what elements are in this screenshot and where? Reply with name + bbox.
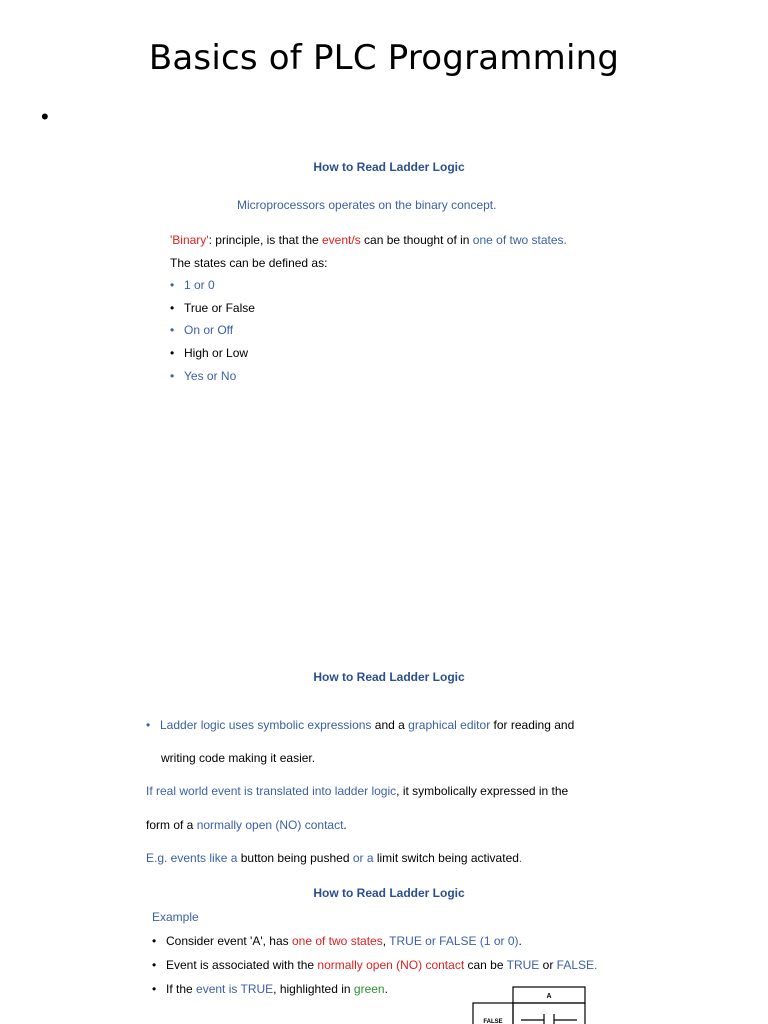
state-item xyxy=(170,346,248,360)
slide-2-para-4 xyxy=(146,851,522,865)
text-fragment: green xyxy=(353,982,385,996)
page-title: Basics of PLC Programming xyxy=(148,38,620,78)
text-fragment: TRUE or FALSE (1 or 0) xyxy=(389,934,519,948)
slide-2-para-3 xyxy=(146,818,347,832)
text-fragment: can be xyxy=(464,958,507,972)
binary-term: 'Binary' xyxy=(170,233,209,247)
states-intro: The states can be defined as: xyxy=(170,256,328,270)
state-item xyxy=(170,323,233,337)
slide-2-para-2 xyxy=(146,784,568,798)
ladder-contact-diagram xyxy=(472,986,592,1024)
text-fragment: or a xyxy=(352,851,374,865)
text-fragment: . xyxy=(384,982,388,996)
bullet-dot: • xyxy=(170,278,175,292)
state-label: Yes or No xyxy=(184,369,237,383)
state-label: True or False xyxy=(184,301,255,315)
binary-end: . xyxy=(563,233,567,247)
text-fragment: E.g. events like a xyxy=(146,851,238,865)
text-fragment: Consider event 'A', has xyxy=(166,934,292,948)
slide-2-heading: How to Read Ladder Logic xyxy=(313,670,465,684)
state-item xyxy=(170,301,255,315)
binary-text-2: can be thought of in xyxy=(360,233,473,247)
text-fragment: . xyxy=(343,818,347,832)
slide-1-subheading: Microprocessors operates on the binary concept. xyxy=(237,198,497,212)
state-label: High or Low xyxy=(184,346,249,360)
binary-text-1: : principle, is that the xyxy=(208,233,322,247)
binary-event: event/s xyxy=(322,233,361,247)
text-fragment: one of two states xyxy=(291,934,383,948)
text-fragment: form of a xyxy=(146,818,197,832)
text-fragment: button being pushed xyxy=(237,851,353,865)
slide-1-heading: How to Read Ladder Logic xyxy=(313,160,465,174)
state-label: 1 or 0 xyxy=(184,278,215,292)
bullet-marker: • xyxy=(41,104,49,129)
text-fragment: , highlighted in xyxy=(273,982,354,996)
example-bullet-2 xyxy=(152,958,597,972)
text-fragment: graphical editor xyxy=(408,718,491,732)
bullet-dot: • xyxy=(152,934,157,948)
example-bullet-1 xyxy=(152,934,522,948)
binary-definition xyxy=(170,233,567,247)
text-fragment: or xyxy=(539,958,557,972)
text-fragment: for reading and xyxy=(490,718,575,732)
text-fragment: Ladder logic uses symbolic expressions xyxy=(160,718,372,732)
slide-2-para-1 xyxy=(146,718,574,732)
bullet-dot: • xyxy=(170,301,175,315)
state-item xyxy=(170,369,236,383)
diagram-row-label: FALSE xyxy=(483,1019,503,1024)
slide-2-para-1-cont: writing code making it easier. xyxy=(161,751,316,765)
bullet-dot: • xyxy=(170,346,175,360)
bullet-dot: • xyxy=(152,958,157,972)
bullet-dot: • xyxy=(170,369,175,383)
text-fragment: Event is associated with the xyxy=(166,958,318,972)
text-fragment: . xyxy=(594,958,598,972)
text-fragment: , it symbolically expressed in the xyxy=(396,784,569,798)
text-fragment: If xyxy=(146,784,157,798)
example-label: Example xyxy=(152,910,199,924)
state-label: On or Off xyxy=(184,323,234,337)
text-fragment: TRUE xyxy=(506,958,540,972)
text-fragment: FALSE xyxy=(556,958,595,972)
example-bullet-3 xyxy=(152,982,388,996)
text-fragment: , xyxy=(382,934,390,948)
text-fragment: real world event is translated into ladder logic xyxy=(156,784,397,798)
slide-3-heading: How to Read Ladder Logic xyxy=(313,886,465,900)
text-fragment: limit switch being activated xyxy=(373,851,519,865)
text-fragment: normally open (NO) contact xyxy=(317,958,465,972)
bullet-dot: • xyxy=(152,982,157,996)
state-item xyxy=(170,278,215,292)
text-fragment: and a xyxy=(371,718,409,732)
diagram-contact-cell xyxy=(513,1003,585,1024)
text-fragment: . xyxy=(518,934,522,948)
diagram-column-label: A xyxy=(546,993,552,1000)
bullet-dot: • xyxy=(170,323,175,337)
text-fragment: If the xyxy=(166,982,197,996)
text-fragment: . xyxy=(518,851,523,865)
binary-states: one of two states xyxy=(472,233,564,247)
bullet-dot: • xyxy=(146,718,151,732)
text-fragment: normally open (NO) contact xyxy=(196,818,344,832)
text-fragment: event is TRUE xyxy=(196,982,274,996)
normally-open-contact-icon xyxy=(521,1014,577,1024)
